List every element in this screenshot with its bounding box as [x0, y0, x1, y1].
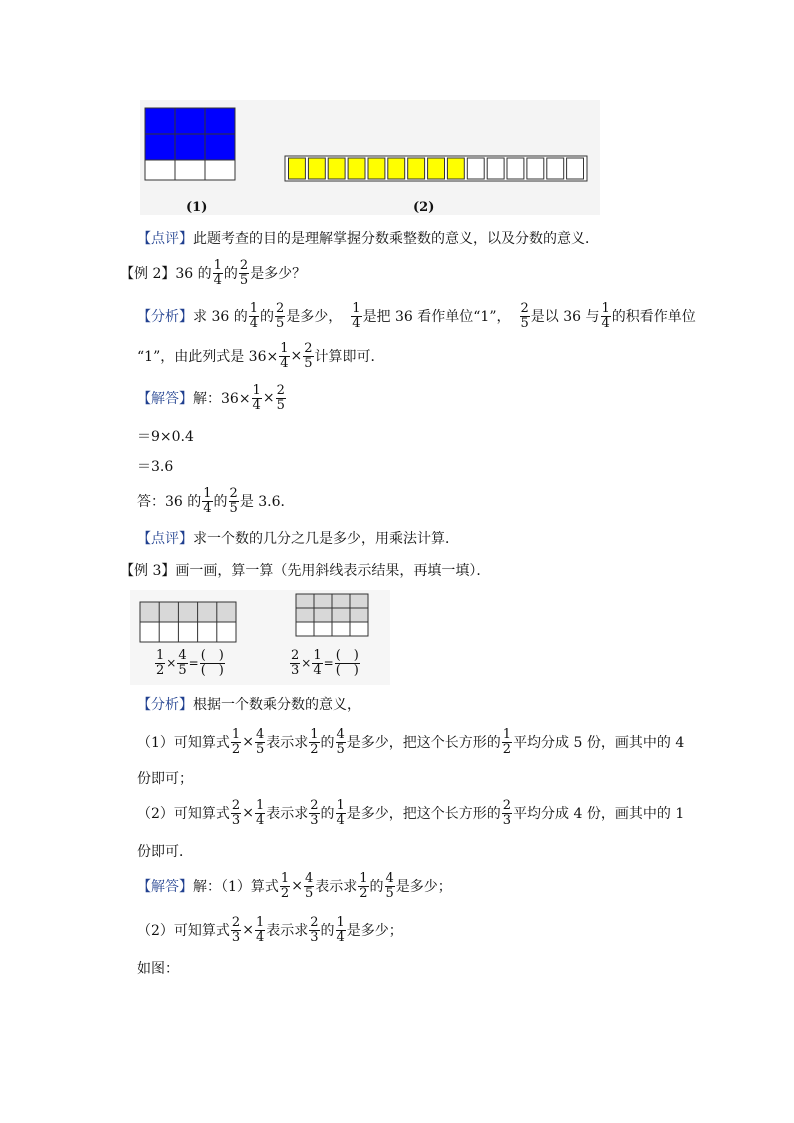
fraction: $\frac{1}{4}$ [280, 340, 289, 371]
equals: = [323, 656, 334, 670]
example-tag: 【例 2】 [120, 266, 176, 282]
strip-cell [467, 158, 484, 179]
blank-fraction: $\frac{( )}{( )}$ [200, 647, 224, 678]
equals: = [188, 656, 199, 670]
fraction: $\frac{2}{5}$ [276, 382, 285, 413]
text: 的 [369, 879, 384, 895]
fraction: $\frac{1}{2}$ [310, 726, 319, 757]
text: “1”，由此列式是 36× [137, 349, 279, 365]
fraction: $\frac{2}{3}$ [310, 797, 319, 828]
operator: × [242, 922, 254, 938]
fraction: $\frac{1}{4}$ [213, 257, 222, 288]
comment-text: 此题考查的目的是理解掌握分数乘整数的意义，以及分数的意义． [193, 231, 599, 247]
example-text: 画一画，算一算（先用斜线表示结果，再填一填）． [175, 563, 491, 579]
analysis-3-point-1-end: 份即可； [137, 771, 193, 787]
text: 36 的 [175, 266, 212, 282]
text: 求 36 的 [193, 309, 248, 325]
text: 平均分成 4 份，画其中的 1 [513, 806, 685, 822]
fraction: $\frac{1}{4}$ [336, 797, 345, 828]
text: 是多少； [346, 923, 403, 939]
analysis-2-line-1 [137, 301, 696, 331]
text: 的 [223, 266, 238, 282]
comment-tag: 【点评】 [137, 231, 193, 247]
text: 解：（1）算式 [193, 879, 279, 895]
strip-cell [567, 158, 584, 179]
strip-cell [527, 158, 544, 179]
example-2-heading [120, 258, 306, 288]
blank-fraction: $\frac{( )}{( )}$ [335, 647, 359, 678]
text: 答：36 的 [137, 494, 202, 510]
strip-cell [547, 158, 564, 179]
text: 是多少？ [250, 266, 307, 282]
operator: × [166, 656, 177, 670]
text: 表示求 [315, 879, 358, 895]
fraction: $\frac{1}{4}$ [352, 300, 361, 331]
answer-2-step-2: ＝3.6 [137, 459, 174, 475]
text: × [290, 348, 303, 364]
analysis-3-point-2-end: 份即可． [137, 844, 193, 860]
strip-cell-shaded [408, 158, 425, 179]
grid-b [296, 594, 368, 636]
analysis-tag: 【分析】 [137, 309, 193, 325]
text: 是多少，把这个长方形的 [346, 735, 501, 751]
fraction: $\frac{1}{4}$ [313, 647, 322, 678]
example-tag: 【例 3】 [120, 563, 176, 579]
fraction: $\frac{1}{4}$ [249, 300, 258, 331]
fraction: $\frac{2}{3}$ [502, 797, 512, 828]
text: 是 3.6． [239, 494, 295, 510]
fraction: $\frac{1}{4}$ [203, 485, 212, 516]
text: 是多少； [395, 879, 452, 895]
text: 是以 36 与 [530, 309, 600, 325]
fraction: $\frac{1}{4}$ [601, 300, 610, 331]
text: 的 [320, 923, 335, 939]
figure-1-label-1: (1) [186, 200, 208, 215]
fraction: $\frac{4}{5}$ [336, 726, 345, 757]
fraction: $\frac{1}{4}$ [255, 797, 265, 828]
text: 是多少，把这个长方形的 [346, 806, 501, 822]
fraction: $\frac{2}{3}$ [310, 914, 319, 945]
strip-cell-shaded [368, 158, 385, 179]
answer-tag: 【解答】 [137, 391, 193, 407]
strip-cell-shaded [348, 158, 365, 179]
fraction: $\frac{1}{2}$ [280, 870, 290, 901]
fraction: $\frac{2}{5}$ [520, 300, 529, 331]
fraction: $\frac{1}{2}$ [502, 726, 512, 757]
fraction: $\frac{1}{4}$ [255, 914, 265, 945]
text: 的 [320, 806, 335, 822]
strip-cell [507, 158, 524, 179]
fraction: $\frac{4}{5}$ [304, 870, 314, 901]
analysis-3-intro [137, 694, 361, 714]
text: （2）可知算式 [137, 806, 230, 822]
analysis-tag: 【分析】 [137, 697, 193, 713]
operator: × [242, 734, 254, 750]
strip-cell-shaded [289, 158, 306, 179]
comment-1 [137, 228, 599, 248]
answer-2-line-1 [137, 383, 287, 413]
strip-cell-shaded [388, 158, 405, 179]
expression-1 [154, 648, 226, 678]
comment-2 [137, 528, 459, 548]
text: （1）可知算式 [137, 735, 230, 751]
text: 的 [320, 735, 335, 751]
answer-3-line-1 [137, 870, 452, 902]
text: 的 [213, 494, 228, 510]
figure-1 [140, 100, 600, 220]
operator: × [301, 656, 312, 670]
fraction: $\frac{1}{4}$ [252, 382, 261, 413]
text: 是把 36 看作单位“1”， [362, 309, 511, 325]
text: 的积看作单位 [611, 309, 696, 325]
fraction: $\frac{1}{4}$ [336, 914, 345, 945]
strip-cell-shaded [428, 158, 445, 179]
text: 表示求 [266, 923, 309, 939]
text: 根据一个数乘分数的意义， [193, 697, 361, 713]
fraction: $\frac{2}{5}$ [229, 485, 238, 516]
comment-text: 求一个数的几分之几是多少，用乘法计算． [193, 531, 459, 547]
fraction: $\frac{4}{5}$ [385, 870, 394, 901]
strip-cell [487, 158, 504, 179]
text: × [262, 390, 275, 406]
fraction: $\frac{2}{5}$ [304, 340, 313, 371]
expression-2 [289, 648, 361, 678]
text: （2）可知算式 [137, 923, 230, 939]
text: 表示求 [266, 735, 309, 751]
figure-1-label-2: (2) [413, 200, 435, 215]
text: 解：36× [193, 391, 251, 407]
fraction: $\frac{2}{5}$ [276, 300, 285, 331]
fraction: $\frac{1}{2}$ [359, 870, 368, 901]
grid-1-shaded [145, 108, 235, 180]
strip-cell-shaded [328, 158, 345, 179]
fraction: $\frac{2}{3}$ [231, 914, 241, 945]
fraction: $\frac{4}{5}$ [178, 647, 187, 678]
answer-3-figure-note: 如图： [137, 961, 179, 977]
analysis-3-point-2 [137, 797, 684, 829]
comment-tag: 【点评】 [137, 531, 193, 547]
example-3-heading [120, 560, 490, 580]
text: 表示求 [266, 806, 309, 822]
strip-cell-shaded [447, 158, 464, 179]
analysis-3-point-1 [137, 726, 684, 758]
fraction: $\frac{2}{3}$ [231, 797, 241, 828]
answer-3-line-2 [137, 914, 403, 946]
text: 是多少， [286, 309, 343, 325]
text: 计算即可． [314, 349, 385, 365]
fraction: $\frac{1}{2}$ [231, 726, 241, 757]
fraction: $\frac{4}{5}$ [255, 726, 265, 757]
strip-cell-shaded [308, 158, 325, 179]
answer-2-result [137, 486, 295, 516]
text: 的 [260, 309, 274, 325]
operator: × [291, 878, 303, 894]
text: 平均分成 5 份，画其中的 4 [513, 735, 685, 751]
grid-a [140, 602, 236, 642]
operator: × [242, 805, 254, 821]
fraction: $\frac{2}{5}$ [239, 257, 249, 288]
answer-2-step-1: ＝9×0.4 [137, 429, 194, 445]
fraction: $\frac{2}{3}$ [291, 647, 300, 678]
analysis-2-line-2 [137, 341, 385, 371]
answer-tag: 【解答】 [137, 879, 193, 895]
fraction: $\frac{1}{2}$ [156, 647, 165, 678]
